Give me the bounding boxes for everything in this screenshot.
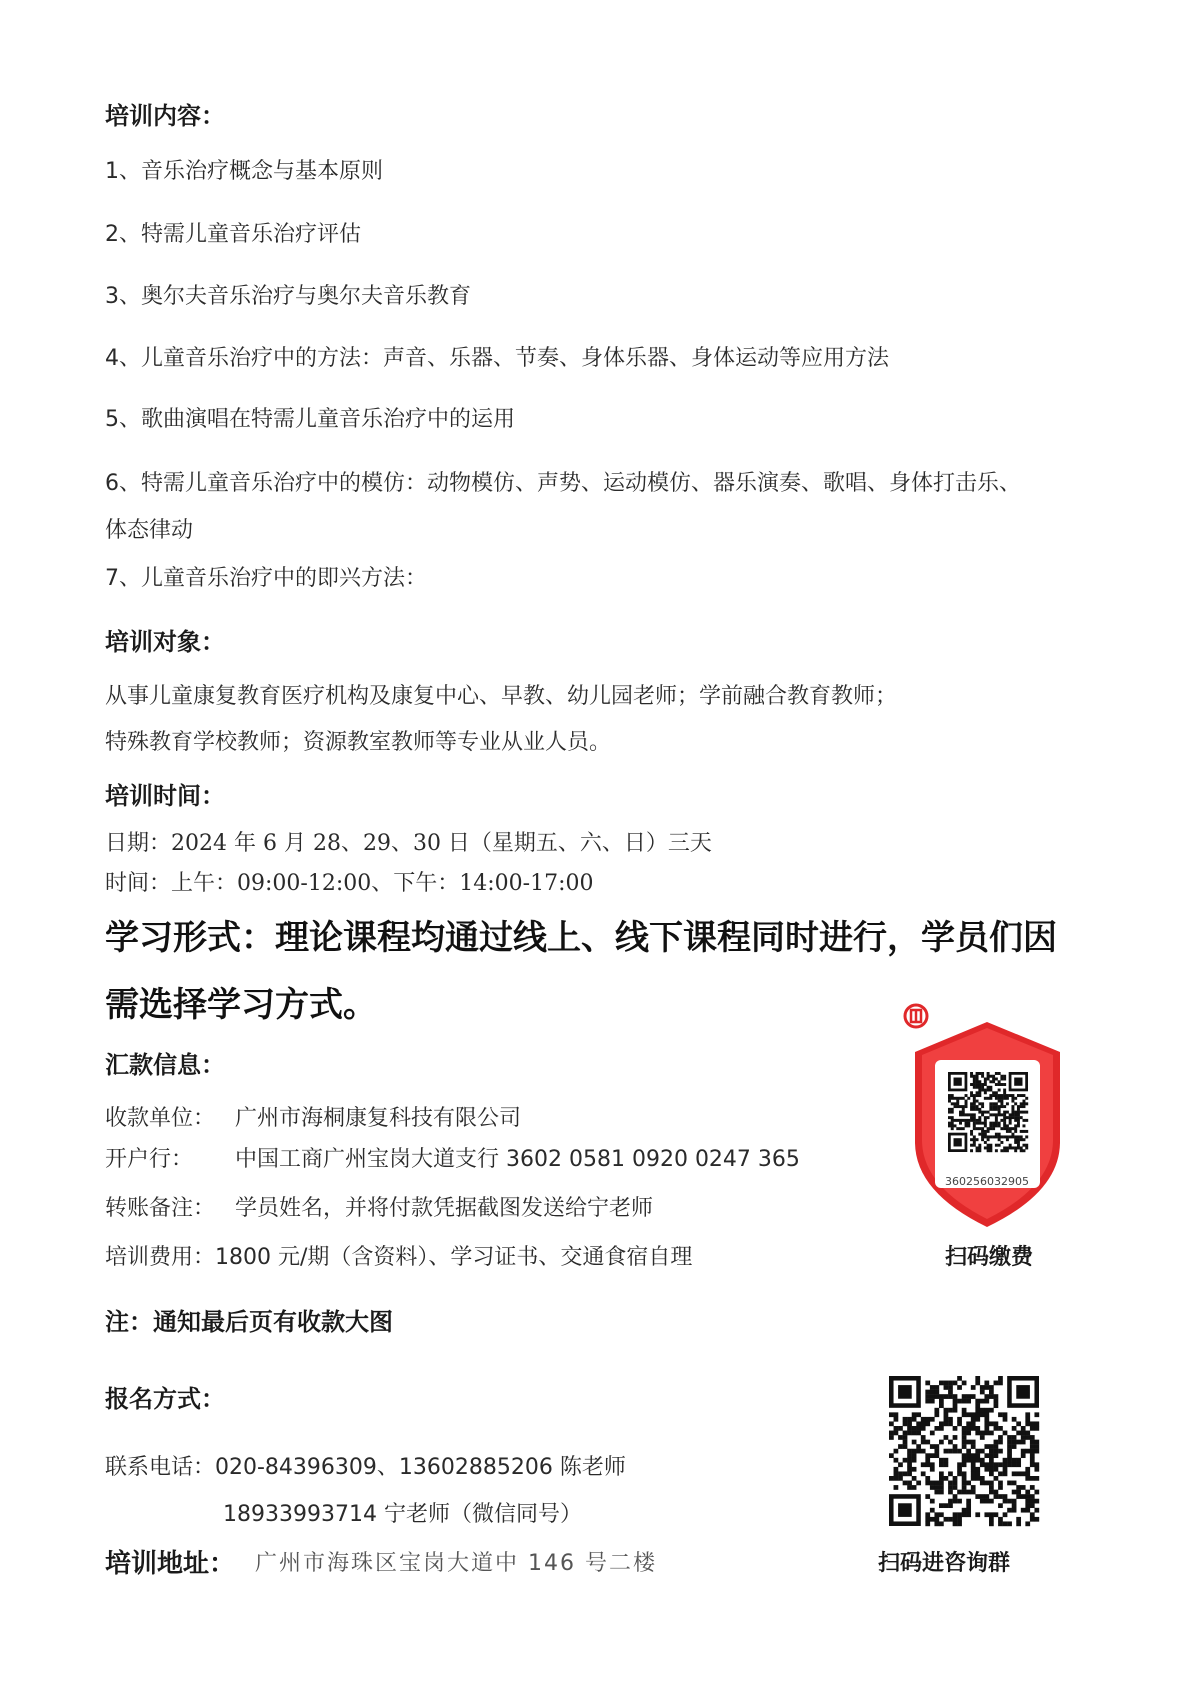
address-label: 培训地址：	[105, 1549, 236, 1579]
audience-line-2: 特殊教育学校教师；资源教室教师等专业从业人员。	[105, 730, 612, 755]
payment-qr-caption: 扫码缴费	[945, 1245, 1034, 1270]
bank-label: 开户行：	[105, 1147, 194, 1172]
payment-qr-number: 360256032905	[945, 1175, 1029, 1188]
format-line-1: 学习形式：理论课程均通过线上、线下课程同时进行，学员们因	[105, 918, 1057, 958]
qr-finder-pattern	[1016, 1385, 1030, 1399]
payee-label: 收款单位：	[105, 1106, 216, 1131]
content-item-5: 5、歌曲演唱在特需儿童音乐治疗中的运用	[105, 407, 515, 432]
schedule-heading: 培训时间：	[105, 782, 225, 810]
content-item-2: 2、特需儿童音乐治疗评估	[105, 222, 361, 247]
payment-heading: 汇款信息：	[105, 1051, 225, 1079]
content-item-3: 3、奥尔夫音乐治疗与奥尔夫音乐教育	[105, 284, 471, 309]
qr-finder-pattern	[1014, 1078, 1022, 1086]
content-item-7: 7、儿童音乐治疗中的即兴方法：	[105, 566, 427, 591]
qr-finder-pattern	[954, 1138, 962, 1146]
format-line-2: 需选择学习方式。	[105, 985, 377, 1025]
audience-heading: 培训对象：	[105, 628, 225, 656]
qr-finder-pattern	[898, 1503, 912, 1517]
address-value: 广州市海珠区宝岗大道中 146 号二楼	[255, 1551, 657, 1576]
transfer-note-label: 转账备注：	[105, 1196, 216, 1221]
payee-value: 广州市海桐康复科技有限公司	[235, 1106, 522, 1131]
content-item-6-cont: 体态律动	[105, 518, 194, 543]
content-item-4: 4、儿童音乐治疗中的方法：声音、乐器、节奏、身体乐器、身体运动等应用方法	[105, 346, 889, 371]
audience-line-1: 从事儿童康复教育医疗机构及康复中心、早教、幼儿园老师；学前融合教育教师；	[105, 684, 898, 709]
bank-value: 中国工商广州宝岗大道支行 3602 0581 0920 0247 365	[235, 1147, 800, 1172]
notice: 注：通知最后页有收款大图	[105, 1308, 393, 1336]
schedule-time: 时间：上午：09:00-12:00、下午：14:00-17:00	[105, 871, 594, 896]
consult-qr-code	[885, 1372, 1043, 1534]
content-item-6: 6、特需儿童音乐治疗中的模仿：动物模仿、声势、运动模仿、器乐演奏、歌唱、身体打击乐、	[105, 471, 1022, 496]
registration-heading: 报名方式：	[105, 1385, 225, 1413]
content-item-1: 1、音乐治疗概念与基本原则	[105, 159, 383, 184]
contact-phone-2: 18933993714 宁老师（微信同号）	[223, 1502, 582, 1527]
content-heading: 培训内容：	[105, 102, 225, 130]
schedule-date: 日期：2024 年 6 月 28、29、30 日（星期五、六、日）三天	[105, 831, 712, 856]
qr-finder-pattern	[954, 1078, 962, 1086]
training-fee: 培训费用：1800 元/期（含资料）、学习证书、交通食宿自理	[105, 1245, 693, 1270]
qr-finder-pattern	[898, 1385, 912, 1399]
transfer-note-value: 学员姓名，并将付款凭据截图发送给宁老师	[235, 1196, 654, 1221]
consult-qr-caption: 扫码进咨询群	[878, 1551, 1011, 1576]
payment-qr-shield	[915, 1022, 1060, 1231]
contact-phone-1: 联系电话：020-84396309、13602885206 陈老师	[105, 1455, 626, 1480]
